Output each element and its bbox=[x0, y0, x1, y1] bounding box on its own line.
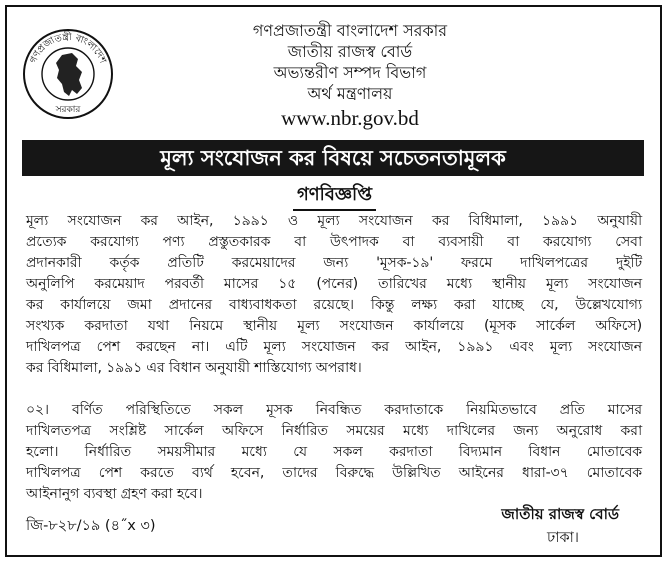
paragraph-1-line: প্রত্যেক করযোগ্য পণ্য প্রস্তুতকারক বা উৎপাদক বা ব্যবসায়ী বা করযোগ্য সেবা bbox=[26, 234, 642, 250]
paragraph-1 bbox=[26, 211, 642, 379]
paragraph-1-line: কর বিধিমালা, ১৯৯১ এর বিধান অনুযায়ী শাস্তিযোগ্য অপরাধ। bbox=[26, 360, 362, 376]
paragraph-2-line: দাখিলতপত্র সংশ্লিষ্ট সার্কেল অফিসে নির্ধারিত সময়ের মধ্যে দাখিলের জন্য অনুরোধ করা bbox=[26, 423, 642, 439]
paragraph-1-line: সংখ্যক করদাতা যথা নিয়মে স্থানীয় মূল্য সংযোজন কার্যালয়ে (মূসক সার্কেল অফিসে) bbox=[26, 318, 642, 334]
header-line-1: গণপ্রজাতন্ত্রী বাংলাদেশ সরকার bbox=[252, 21, 448, 40]
header-line-3: অভ্যন্তরীণ সম্পদ বিভাগ bbox=[273, 63, 427, 82]
issuer-header bbox=[160, 20, 540, 131]
paragraph-2-line: ০২। বর্ণিত পরিস্থিতিতে সকল মূসক নিবন্ধিত করদাতাকে নিয়মিতভাবে প্রতি মাসের bbox=[26, 402, 642, 418]
paragraph-2-line: আইনানুগ ব্যবস্থা গ্রহণ করা হবে। bbox=[26, 486, 203, 502]
website-url[interactable]: www.nbr.gov.bd bbox=[281, 106, 419, 130]
paragraph-1-line: অনুলিপি করমেয়াদ পরবর্তী মাসের ১৫ (পনের) তারিখের মধ্যে স্থানীয় মূল্য সংযোজন bbox=[26, 276, 642, 292]
paragraph-2-line: দাখিলপত্র পেশ করতে ব্যর্থ হবেন, তাদের বিরুদ্ধে উল্লিখিত আইনের ধারা-৩৭ মোতাবেক bbox=[26, 465, 642, 481]
header-line-4: অর্থ মন্ত্রণালয় bbox=[307, 84, 393, 103]
reference-number: জি-৮২৮/১৯ (৪˝x ৩) bbox=[26, 518, 156, 534]
paragraph-2-line: হলো। নির্ধারিত সময়সীমার মধ্যে যে সকল করদাতা বিদ্যমান বিধান মোতাবেক bbox=[26, 444, 642, 460]
signature-place: ঢাকা। bbox=[547, 530, 579, 546]
notice-title bbox=[0, 182, 669, 211]
paragraph-1-line: দাখিলপত্র পেশ করছেন না। এটি মূল্য সংযোজন কর আইন, ১৯৯১ এবং মূল্য সংযোজন bbox=[26, 339, 642, 355]
paragraph-2 bbox=[26, 400, 642, 505]
notice-title-text: গণবিজ্ঞপ্তি bbox=[293, 182, 376, 211]
signature-office: জাতীয় রাজস্ব বোর্ড bbox=[501, 505, 619, 523]
paragraph-1-line: মূল্য সংযোজন কর আইন, ১৯৯১ ও মূল্য সংযোজন কর বিধিমালা, ১৯৯১ অনুযায়ী bbox=[26, 213, 642, 229]
government-seal-logo bbox=[22, 28, 114, 120]
paragraph-1-line: প্রদানকারী কর্তৃক প্রতিটি করমেয়াদের জন্য 'মূসক-১৯' ফরমে দাখিলপত্রের দুইটি bbox=[26, 255, 642, 271]
bangladesh-map-icon bbox=[56, 53, 82, 96]
header-line-2: জাতীয় রাজস্ব বোর্ড bbox=[287, 42, 413, 61]
paragraph-1-line: কর কার্যালয়ে জমা প্রদানের বাধ্যবাধকতা রয়েছে। কিন্তু লক্ষ্য করা যাচ্ছে যে, উল্লেখযোগ্য bbox=[26, 297, 642, 313]
seal-ring-text: গণপ্রজাতন্ত্রী বাংলাদেশ bbox=[27, 31, 109, 66]
title-banner: মূল্য সংযোজন কর বিষয়ে সচেতনতামূলক bbox=[22, 140, 644, 176]
seal-bottom-text: সরকার bbox=[55, 105, 81, 115]
